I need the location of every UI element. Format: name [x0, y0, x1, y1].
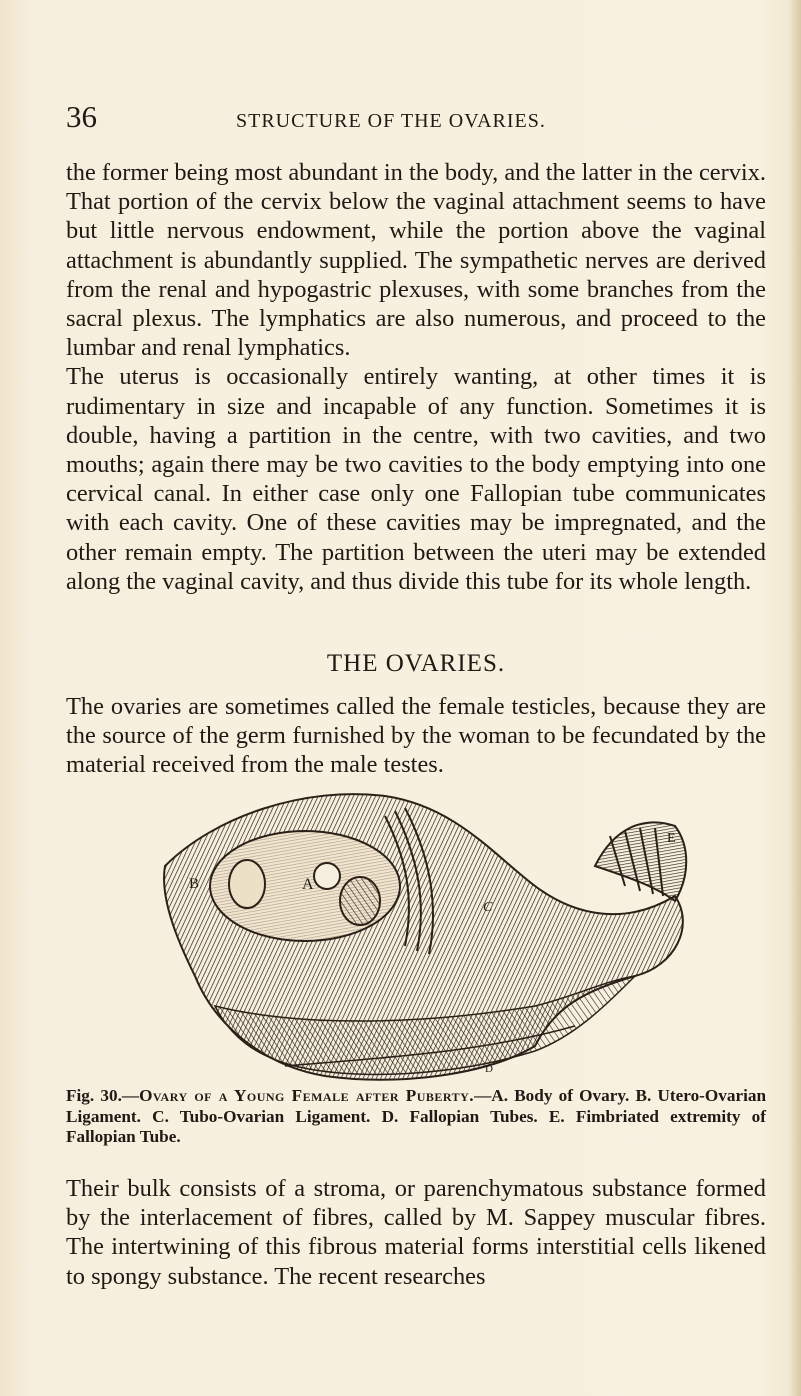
- follicle: [314, 863, 340, 889]
- ovary-engraving: [155, 776, 715, 1096]
- caption-title: Ovary of a Young Female after Puberty.: [139, 1086, 475, 1105]
- caption-number: Fig. 30.—: [66, 1086, 140, 1105]
- figure-ovary-illustration: [155, 776, 715, 1096]
- caption-text: —A. Body of Ovary. B. Utero-Ovarian Ligament. C. Tubo-Ovarian Ligament. D. Fallopian Tubes. E. Fimbriated extremity of Fallopian Tube.: [66, 1086, 766, 1146]
- figure-label-e: E: [667, 831, 676, 846]
- figure-caption: [66, 1086, 766, 1148]
- figure-label-a: A: [302, 876, 314, 893]
- figure-label-d: D: [485, 1063, 493, 1075]
- text-block-ovaries-intro: [66, 692, 766, 780]
- running-title: STRUCTURE OF THE OVARIES.: [236, 110, 546, 132]
- follicle: [229, 860, 265, 908]
- section-heading: THE OVARIES.: [326, 650, 506, 677]
- page-edge-shadow: [789, 0, 801, 1396]
- text-block-bottom: [66, 1174, 766, 1291]
- paragraph-ovaries-intro: The ovaries are sometimes called the female testicles, because they are the source of the germ furnished by the woman to be fecundated by the material received from the male testes.: [66, 693, 766, 779]
- paragraph-innervation: the former being most abundant in the body, and the latter in the cervix. That portion of the cervix below the vaginal attachment seems to have but little nervous endowment, while the portion above the vaginal attachment is abundantly supplied. The sympathetic nerves are derived from the renal and hypogastric plexuses, with some branches from the sacral plexus. The lymphatics are also numerous, and proceed to the lumbar and renal lymphatics.: [66, 159, 766, 362]
- page-header: [66, 100, 766, 140]
- figure-label-b: B: [189, 876, 200, 892]
- paragraph-uterus-anomalies: The uterus is occasionally entirely wanting, at other times it is rudimentary in size and incapable of any function. Sometimes it is double, having a partition in the centre, with two cavities, and two mouths; again there may be two cavities to the body emptying into one cervical canal. In either case only one Fallopian tube communicates with each cavity. One of these cavities may be impregnated, and the other remain empty. The partition between the uteri may be extended along the vaginal cavity, and thus divide this tube for its whole length.: [66, 363, 766, 595]
- page-number: 36: [66, 99, 97, 134]
- follicle: [340, 877, 380, 925]
- figure-label-c: C: [483, 900, 493, 915]
- text-block-top: [66, 158, 766, 596]
- paragraph-stroma: Their bulk consists of a stroma, or parenchymatous substance formed by the interlacement of fibres, called by M. Sappey muscular fibres. The intertwining of this fibrous material forms interstitial cells likened to spongy substance. The recent researches: [66, 1175, 766, 1290]
